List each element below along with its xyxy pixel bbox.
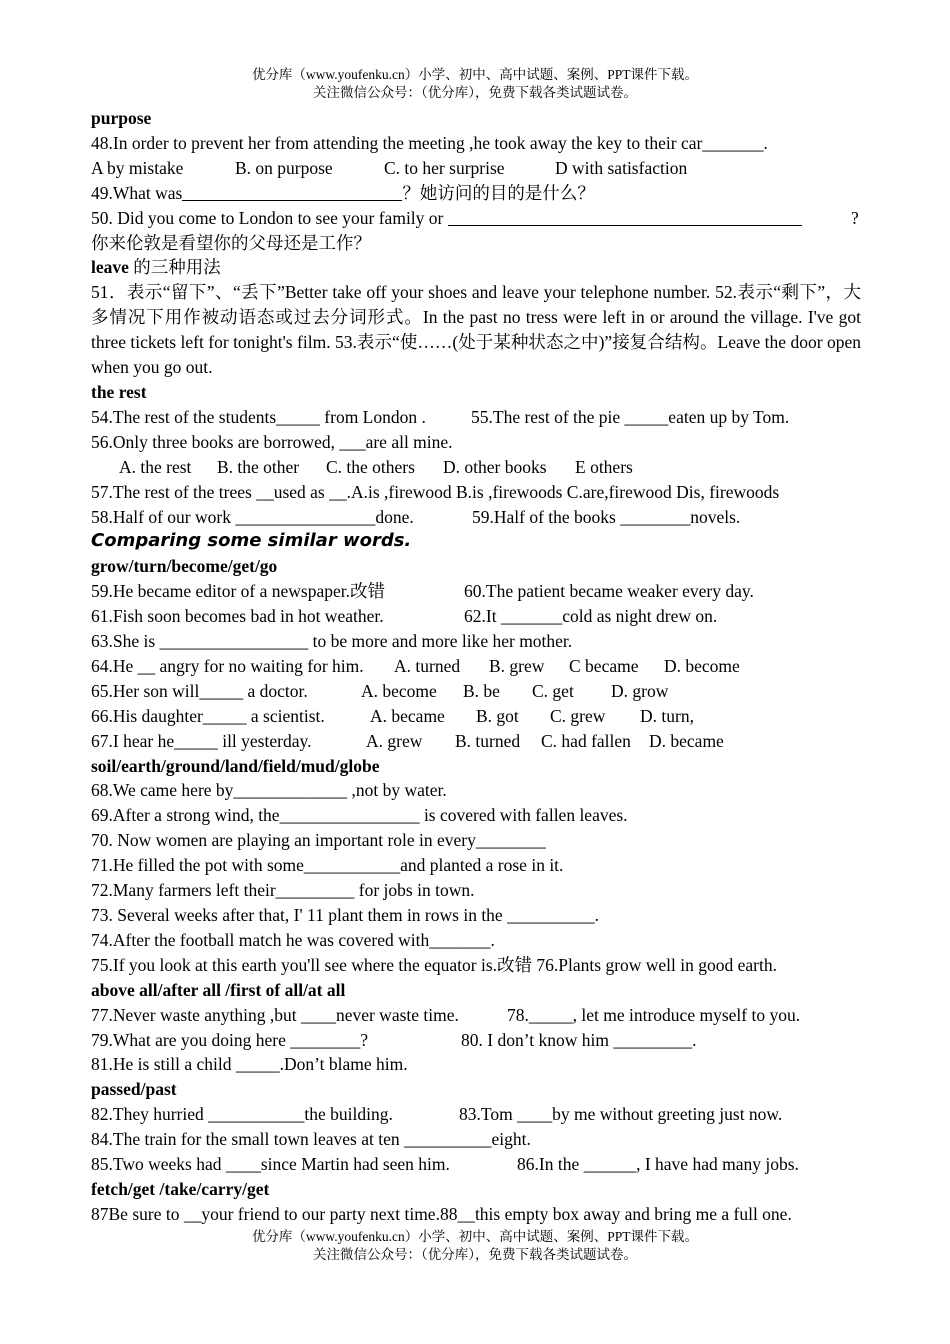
option-d: D. become <box>664 655 740 676</box>
question-59b: 59.He became editor of a newspaper.改错 <box>91 581 385 602</box>
option-b: B. be <box>463 680 500 701</box>
page-footer <box>0 1228 950 1264</box>
leave-usage-paragraph: 51．表示“留下”、“丢下”Better take off your shoes and leave your telephone number. 52.表示“剩下”，大多情况下用作被动语态或过去分词形式。In the past no tress were left in or around the village. I've got three tickets left for tonight's film. 53.表示“使……(处于某种状态之中)”接复合结构。Leave the door open when you go out. <box>91 282 861 378</box>
question-60: 60.The patient became weaker every day. <box>464 581 754 602</box>
questions-77-78 <box>91 1003 861 1028</box>
question-65-stem: 65.Her son will_____ a doctor. <box>91 680 308 701</box>
question-49 <box>91 181 861 206</box>
question-74: 74.After the football match he was covered with_______. <box>91 929 495 950</box>
answer-blank <box>448 207 802 226</box>
section-heading-leave <box>91 255 861 280</box>
option-c: C. grew <box>550 705 606 726</box>
option-b: B. the other <box>217 456 300 477</box>
option-c: C. to her surprise <box>384 157 505 178</box>
option-c: C. get <box>532 680 574 701</box>
section-heading-purpose: purpose <box>91 108 152 128</box>
heading-leave-en: leave <box>91 257 129 278</box>
question-61: 61.Fish soon becomes bad in hot weather. <box>91 606 384 627</box>
section-heading-grow-turn: grow/turn/become/get/go <box>91 556 278 577</box>
option-e: E others <box>575 456 633 477</box>
section-heading-above-all: above all/after all /first of all/at all <box>91 979 346 1000</box>
footer-line-2: 关注微信公众号：（优分库），免费下载各类试题试卷。 <box>313 1247 637 1262</box>
question-72: 72.Many farmers left their_________ for jobs in town. <box>91 880 475 901</box>
question-82: 82.They hurried ___________the building. <box>91 1104 393 1125</box>
option-a: A. turned <box>394 655 461 676</box>
question-79: 79.What are you doing here ________? <box>91 1029 369 1050</box>
question-83: 83.Tom ____by me without greeting just now. <box>459 1104 783 1125</box>
question-49-start: 49.What was <box>91 182 183 203</box>
question-65 <box>91 679 861 704</box>
question-80: 80. I don’t know him _________. <box>461 1029 697 1050</box>
option-c: C became <box>569 655 639 676</box>
option-c: C. had fallen <box>541 730 631 751</box>
section-title-comparing: Comparing some similar words. <box>91 530 412 552</box>
question-50-start: 50. Did you come to London to see your family or <box>91 207 444 228</box>
question-71: 71.He filled the pot with some___________and planted a rose in it. <box>91 855 564 876</box>
option-a: A. grew <box>366 730 423 751</box>
questions-79-80 <box>91 1028 861 1053</box>
option-d: D. grow <box>611 680 669 701</box>
question-66-stem: 66.His daughter_____ a scientist. <box>91 705 325 726</box>
question-73: 73. Several weeks after that, I' 11 plant them in rows in the __________. <box>91 905 599 925</box>
option-d: D. became <box>649 730 724 751</box>
question-69: 69.After a strong wind, the________________ is covered with fallen leaves. <box>91 805 628 826</box>
questions-61-62 <box>91 604 861 629</box>
question-50-end: ? <box>851 207 859 228</box>
option-a: A. the rest <box>119 456 192 477</box>
question-58: 58.Half of our work ________________done. <box>91 506 414 527</box>
question-64 <box>91 654 861 679</box>
question-54: 54.The rest of the students_____ from London . <box>91 406 426 427</box>
question-70: 70. Now women are playing an important role in every________ <box>91 830 546 851</box>
question-78: 78._____, let me introduce myself to you. <box>507 1004 801 1025</box>
option-b: B. on purpose <box>235 157 333 178</box>
question-59: 59.Half of the books ________novels. <box>472 506 741 527</box>
section-heading-the-rest: the rest <box>91 381 147 402</box>
section-heading-passed-past: passed/past <box>91 1079 177 1100</box>
question-49-end: ？她访问的目的是什么？ <box>402 182 595 203</box>
questions-85-86 <box>91 1152 861 1177</box>
option-a: A. became <box>370 705 445 726</box>
questions-54-55 <box>91 405 861 430</box>
section-heading-fetch-get: fetch/get /take/carry/get <box>91 1178 270 1199</box>
question-48: 48.In order to prevent her from attending the meeting ,he took away the key to their car_______. <box>91 132 768 153</box>
question-85: 85.Two weeks had ____since Martin had seen him. <box>91 1154 450 1175</box>
question-62: 62.It _______cold as night drew on. <box>464 606 718 627</box>
question-64-stem: 64.He __ angry for no waiting for him. <box>91 655 364 676</box>
question-56: 56.Only three books are borrowed, ___are all mine. <box>91 431 453 452</box>
option-b: B. got <box>476 705 519 726</box>
option-d: D. other books <box>443 456 547 477</box>
header-line-1: 优分库（www.youfenku.cn）小学、初中、高中试题、案例、PPT课件下载。 <box>251 67 699 82</box>
question-67 <box>91 729 861 754</box>
answer-blank <box>182 182 402 201</box>
page-header <box>0 66 950 102</box>
option-a: A. become <box>361 680 437 701</box>
question-50 <box>91 206 861 231</box>
question-57: 57.The rest of the trees __used as __.A.is ,firewood B.is ,firewoods C.are,firewood Dis, firewoods <box>91 481 780 502</box>
questions-59-60 <box>91 579 861 604</box>
questions-87-88: 87Be sure to __your friend to our party next time.88__this empty box away and bring me a full one. <box>91 1203 792 1224</box>
option-d: D. turn, <box>640 705 694 726</box>
question-63: 63.She is _________________ to be more and more like her mother. <box>91 631 573 652</box>
option-a: A by mistake <box>91 157 184 178</box>
option-b: B. grew <box>489 655 545 676</box>
question-77: 77.Never waste anything ,but ____never waste time. <box>91 1004 459 1025</box>
question-66 <box>91 704 861 729</box>
question-75-76: 75.If you look at this earth you'll see where the equator is.改错 76.Plants grow well in good earth. <box>91 954 777 975</box>
option-d: D with satisfaction <box>555 157 688 178</box>
question-56-options <box>91 455 861 480</box>
questions-82-83 <box>91 1102 861 1127</box>
question-50-translation: 你来伦敦是看望你的父母还是工作？ <box>91 232 371 253</box>
footer-line-1: 优分库（www.youfenku.cn）小学、初中、高中试题、案例、PPT课件下载。 <box>251 1229 699 1244</box>
question-81: 81.He is still a child _____.Don’t blame him. <box>91 1054 408 1075</box>
section-heading-soil-earth: soil/earth/ground/land/field/mud/globe <box>91 755 380 776</box>
question-68: 68.We came here by_____________ ,not by water. <box>91 780 447 801</box>
option-c: C. the others <box>326 456 415 477</box>
option-b: B. turned <box>455 730 521 751</box>
question-84: 84.The train for the small town leaves at ten __________eight. <box>91 1129 531 1150</box>
worksheet-body <box>91 106 861 1227</box>
question-55: 55.The rest of the pie _____eaten up by Tom. <box>471 406 790 427</box>
question-86: 86.In the ______, I have had many jobs. <box>517 1154 799 1175</box>
heading-leave-cn: 的三种用法 <box>128 257 221 278</box>
questions-58-59 <box>91 505 861 530</box>
question-67-stem: 67.I hear he_____ ill yesterday. <box>91 730 312 751</box>
question-48-options <box>91 156 861 181</box>
header-line-2: 关注微信公众号：（优分库），免费下载各类试题试卷。 <box>313 85 637 100</box>
